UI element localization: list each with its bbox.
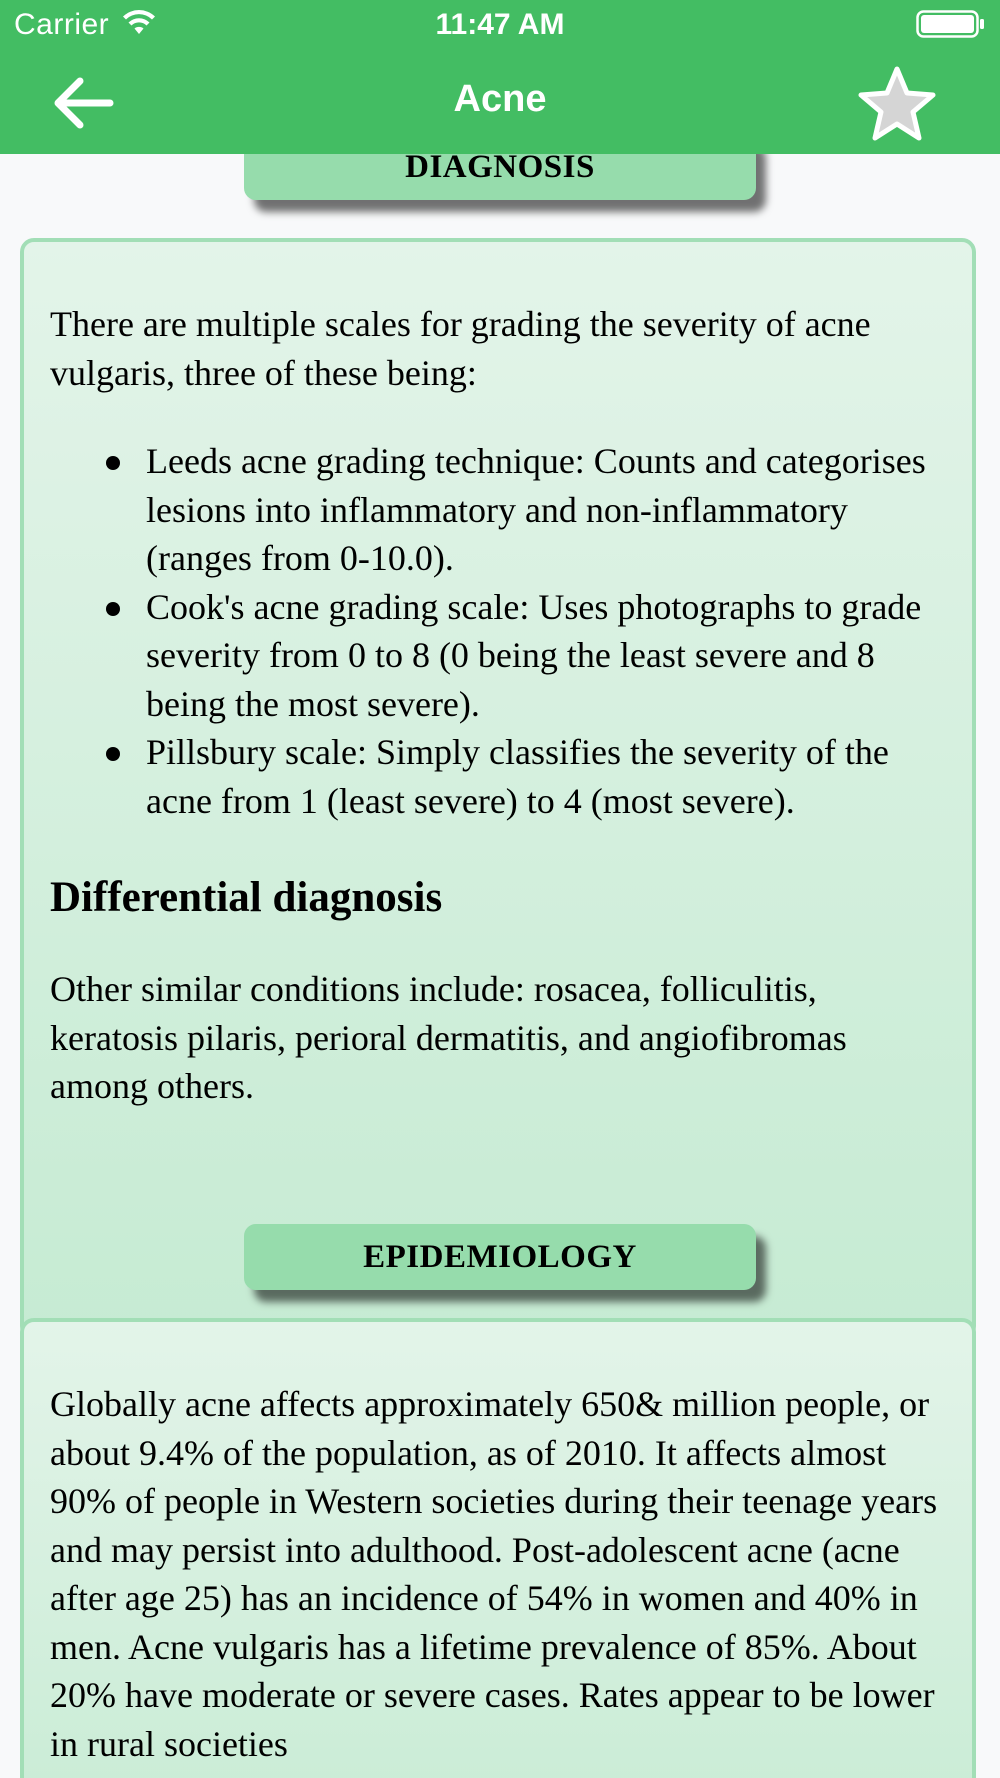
list-item: Pillsbury scale: Simply classifies the severity of the acne from 1 (least severe) to 4 (most severe).	[146, 728, 946, 825]
list-item: Leeds acne grading technique: Counts and categorises lesions into inflammatory and non-inflammatory (ranges from 0-10.0).	[146, 437, 946, 583]
section-header-diagnosis	[244, 154, 756, 200]
epidemiology-text: Globally acne affects approximately 650& million people, or about 9.4% of the population, as of 2010. It affects almost 90% of people in Western societies during their teenage years and may persist into adulthood. Post-adolescent acne (acne after age 25) has an incidence of 54% in women and 40% in men. Acne vulgaris has a lifetime prevalence of 85%. About 20% have moderate or severe cases. Rates appear to be lower in rural societies	[50, 1384, 938, 1764]
grading-scales-list	[50, 437, 946, 825]
favorite-button[interactable]	[854, 64, 940, 144]
diagnosis-intro: There are multiple scales for grading the severity of acne vulgaris, three of these being:	[50, 304, 871, 393]
status-bar	[0, 0, 1000, 50]
differential-diagnosis-heading: Differential diagnosis	[50, 874, 443, 921]
section-title-diagnosis: DIAGNOSIS	[405, 154, 595, 185]
section-title-epidemiology: EPIDEMIOLOGY	[363, 1239, 637, 1275]
battery-icon	[916, 10, 986, 38]
star-icon	[854, 64, 940, 144]
navigation-bar	[0, 50, 1000, 154]
clock: 11:47 AM	[435, 8, 565, 41]
content-scroll[interactable]	[0, 154, 1000, 1778]
differential-diagnosis-text: Other similar conditions include: rosacea, folliculitis, keratosis pilaris, perioral dermatitis, and angiofibromas among others.	[50, 969, 847, 1106]
page-title: Acne	[453, 78, 547, 120]
section-card-diagnosis	[20, 238, 976, 1340]
section-header-epidemiology	[244, 1224, 756, 1290]
list-item: Cook's acne grading scale: Uses photographs to grade severity from 0 to 8 (0 being the least severe and 8 being the most severe).	[146, 583, 946, 729]
carrier-label: Carrier	[14, 8, 110, 41]
section-card-epidemiology	[20, 1318, 976, 1778]
